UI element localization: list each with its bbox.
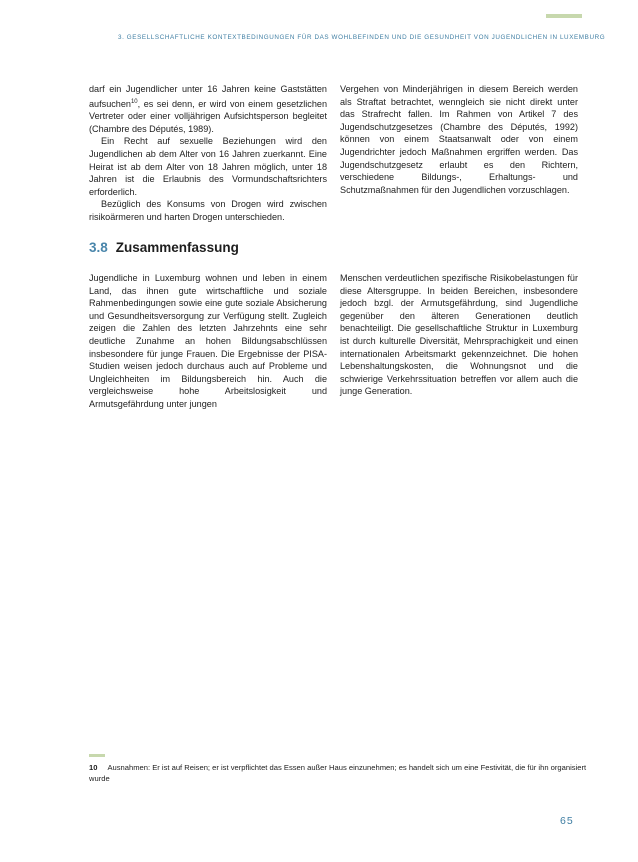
paragraph: Ein Recht auf sexuelle Beziehungen wird den Jugendlichen ab dem Alter von 16 Jahren zuerkannt. Eine Heirat ist ab dem Alter von 18 Jahren möglich, unter 18 Jahren ist die Erlaubnis des Vormundschaftsrichters erforderlich. bbox=[89, 136, 327, 197]
text-column-bottom-left bbox=[89, 272, 327, 411]
text-column-bottom-right bbox=[340, 272, 578, 398]
paragraph: Jugendliche in Luxemburg wohnen und leben in einem Land, das ihnen gute wirtschaftliche und soziale Rahmenbedingungen sowie eine gute soziale Absicherung und Gesundheitsversorgung zur Verfügung stellt. Zugleich zeigen die Zahlen des letzten Jahrzehnts eine sehr deutliche Zunahme an hohen Bildungsabschlüssen insbesondere für junge Frauen. Die Ergebnisse der PISA-Studien weisen jedoch durchaus auch auf Probleme und Ungleichheiten im Bildungsbereich hin. Auch die vergleichsweise hohe Arbeitslosigkeit und Armutsgefährdung unter jungen bbox=[89, 273, 327, 409]
footnote-number: 10 bbox=[89, 763, 98, 772]
header-accent-bar bbox=[546, 14, 582, 18]
footnote-divider bbox=[89, 754, 105, 757]
text-column-top-right bbox=[340, 83, 578, 196]
running-header: 3. GESELLSCHAFTLICHE KONTEXTBEDINGUNGEN FÜR DAS WOHLBEFINDEN UND DIE GESUNDHEIT VON JUGENDLICHEN IN LUXEMBURG bbox=[118, 34, 606, 41]
page-number: 65 bbox=[560, 815, 574, 827]
footnote-reference: 10 bbox=[130, 98, 138, 105]
paragraph-text: darf ein Jugendlicher unter 16 Jahren keine Gaststätten aufsuchen bbox=[89, 84, 327, 109]
section-heading bbox=[89, 240, 239, 255]
paragraph bbox=[89, 83, 327, 135]
paragraph: Vergehen von Minderjährigen in diesem Bereich werden als Straftat betrachtet, wenngleich sie nicht direkt unter das Strafrecht fallen. Im Rahmen von Artikel 7 des Jugendschutzgesetzes (Chambre des Députés, 1992) können von einem Staatsanwalt oder von einem Jugendrichter jedoch Maßnahmen ergriffen werden. Das Jugendschutzgesetz erlaubt es den Richtern, verschiedene Bildungs-, Erhaltungs- und Schutzmaßnahmen für den Jugendlichen vorzuschlagen. bbox=[340, 84, 578, 195]
section-title: Zusammenfassung bbox=[115, 240, 239, 255]
section-number: 3.8 bbox=[89, 240, 108, 255]
text-column-top-left bbox=[89, 83, 327, 224]
paragraph-text: , es sei denn, er wird von einem gesetzlichen Vertreter oder einer volljährigen Aufsichtsperson begleitet (Chambre des Députés, 1989). bbox=[89, 98, 327, 134]
footnote bbox=[89, 762, 589, 785]
paragraph: Bezüglich des Konsums von Drogen wird zwischen risikoärmeren und harten Drogen unterschieden. bbox=[89, 199, 327, 222]
paragraph: Menschen verdeutlichen spezifische Risikobelastungen für diese Altersgruppe. In beiden Bereichen, insbesondere jedoch bzgl. der Armutsgefährdung, sind Jugendliche gegenüber den älteren Generationen deutlich benachteiligt. Die gesellschaftliche Struktur in Luxemburg ist durch kulturelle Diversität, Mehrsprachigkeit und einen internationalen Arbeitsmarkt gekennzeichnet. Die hohen Lebenshaltungskosten, die Wohnungsnot und die schwierige Verkehrssituation betreffen vor allem auch die junge Generation. bbox=[340, 273, 578, 397]
footnote-text: Ausnahmen: Er ist auf Reisen; er ist verpflichtet das Essen außer Haus einzunehmen; es handelt sich um eine Festivität, die für ihn organisiert wurde bbox=[89, 763, 587, 784]
